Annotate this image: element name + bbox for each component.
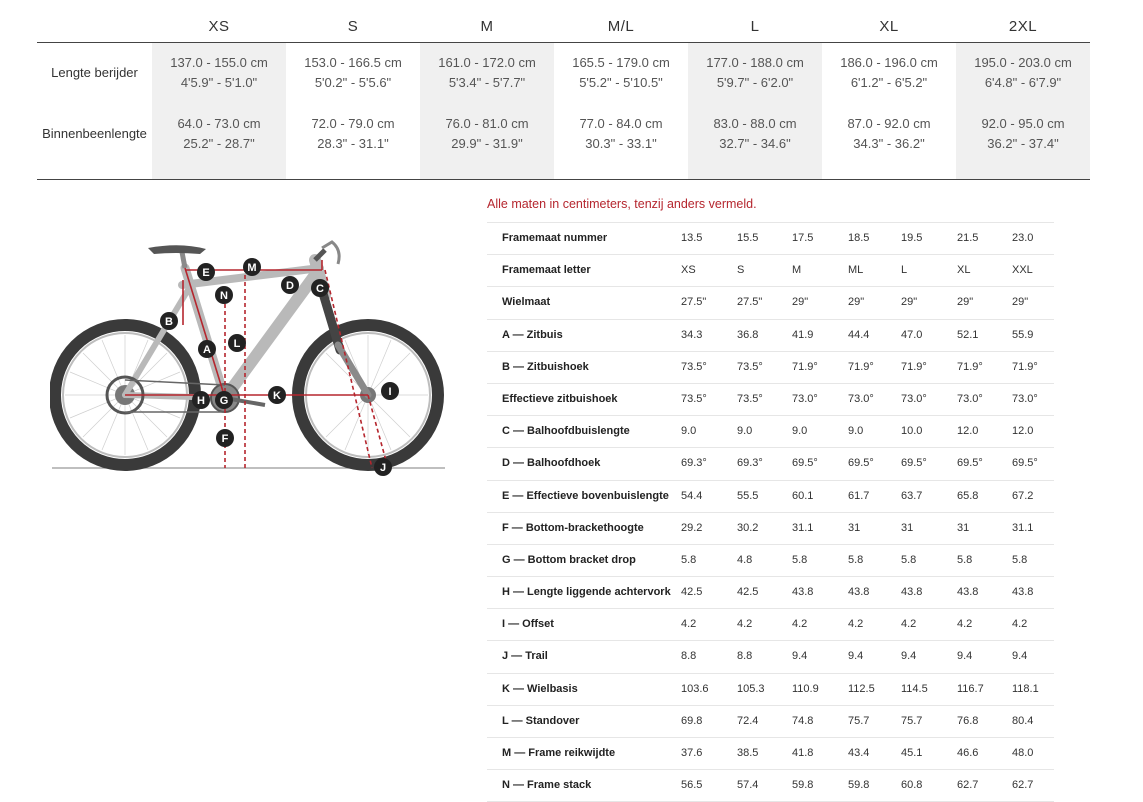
geometry-cell: 73.0° (901, 392, 927, 405)
cell-metric: 186.0 - 196.0 cm (840, 55, 938, 70)
geometry-cell: 43.8 (1012, 586, 1034, 599)
geometry-cell: 31 (901, 521, 914, 534)
geometry-cell: 61.7 (848, 489, 870, 502)
geometry-cell: 41.8 (792, 747, 814, 759)
geometry-cell: 55.9 (1012, 328, 1034, 341)
geometry-cell: 42.5 (737, 586, 759, 599)
geometry-row-label: B — Zitbuishoek (502, 360, 589, 373)
marker-a (198, 340, 216, 358)
geometry-cell: 65.8 (957, 489, 979, 502)
geometry-row-label: K — Wielbasis (502, 682, 578, 695)
geometry-cell: 5.8 (792, 553, 808, 566)
geometry-cell: 31.1 (792, 521, 814, 534)
geometry-cell: 13.5 (681, 232, 703, 244)
cell-imperial: 5'9.7" - 6'2.0" (716, 75, 794, 90)
geometry-cell: 9.4 (901, 650, 917, 663)
size-header: L (750, 18, 760, 35)
geometry-cell: 62.7 (957, 779, 979, 792)
rider-size-chart (37, 0, 1090, 181)
geometry-cell: 4.2 (901, 618, 917, 631)
geometry-cell: XXL (1012, 264, 1033, 277)
size-header: XL (879, 18, 899, 35)
divider (37, 179, 1090, 180)
size-header: 2XL (1008, 18, 1038, 35)
geometry-cell: 60.8 (901, 779, 923, 792)
cell-imperial: 5'3.4" - 5'7.7" (448, 75, 526, 90)
cell-metric: 64.0 - 73.0 cm (177, 116, 261, 131)
geometry-row (487, 383, 1054, 415)
geometry-row (487, 512, 1054, 544)
geometry-cell: 56.5 (681, 779, 703, 792)
cell-imperial: 29.9" - 31.9" (451, 136, 523, 151)
cell-metric: 72.0 - 79.0 cm (311, 116, 395, 131)
geometry-cell: 29" (848, 296, 865, 309)
cell-metric: 87.0 - 92.0 cm (847, 116, 931, 131)
geometry-cell: 47.0 (901, 328, 923, 341)
geometry-cell: 67.2 (1012, 489, 1034, 502)
marker-k (268, 386, 286, 404)
geometry-cell: 69.5° (957, 457, 983, 470)
geometry-cell: XL (957, 264, 971, 277)
geometry-cell: 43.8 (792, 586, 814, 599)
geometry-cell: 110.9 (792, 682, 819, 695)
geometry-cell: 71.9° (792, 360, 818, 373)
geometry-cell: 21.5 (957, 232, 979, 244)
geometry-cell: 114.5 (901, 682, 928, 695)
marker-h (192, 391, 210, 409)
geometry-cell: 9.4 (848, 650, 864, 663)
geometry-row-label: I — Offset (502, 618, 554, 631)
units-note: Alle maten in centimeters, tenzij anders vermeld. (487, 197, 757, 211)
geometry-cell: 43.4 (848, 747, 870, 759)
geometry-cell: 5.8 (901, 553, 917, 566)
geometry-cell: 76.8 (957, 714, 979, 727)
geometry-cell: 69.5° (901, 457, 927, 470)
geometry-cell: 29.2 (681, 521, 703, 534)
geometry-cell: L (901, 264, 908, 277)
geometry-row (487, 737, 1054, 769)
cell-imperial: 36.2" - 37.4" (987, 136, 1059, 151)
geometry-cell: 59.8 (792, 779, 814, 792)
geometry-row (487, 576, 1054, 608)
geometry-cell: 43.8 (957, 586, 979, 599)
bike-geometry-diagram (50, 230, 450, 480)
geometry-cell: 46.6 (957, 747, 979, 759)
geometry-cell: 75.7 (848, 714, 870, 727)
geometry-row-label: E — Effectieve bovenbuislengte (502, 489, 669, 502)
geometry-row (487, 286, 1054, 318)
geometry-cell: 27.5" (681, 296, 707, 309)
size-header: S (347, 18, 359, 35)
geometry-table (487, 222, 1054, 802)
svg-text:K: K (273, 390, 281, 402)
geometry-cell: 4.2 (1012, 618, 1028, 631)
geometry-cell: 23.0 (1012, 232, 1034, 244)
geometry-cell: 15.5 (737, 232, 759, 244)
svg-text:M: M (247, 262, 257, 274)
geometry-cell: 4.2 (792, 618, 808, 631)
geometry-cell: 41.9 (792, 328, 814, 341)
geometry-cell: 9.0 (681, 425, 697, 438)
geometry-cell: 118.1 (1012, 682, 1039, 695)
geometry-cell: 71.9° (901, 360, 927, 373)
geometry-cell: 30.2 (737, 521, 759, 534)
geometry-cell: 71.9° (848, 360, 874, 373)
geometry-cell: 29" (901, 296, 918, 309)
geometry-cell: 4.2 (848, 618, 864, 631)
geometry-cell: 69.3° (681, 457, 707, 470)
geometry-cell: 69.3° (737, 457, 763, 470)
geometry-cell: 43.8 (901, 586, 923, 599)
geometry-cell: 8.8 (737, 650, 753, 663)
svg-text:G: G (219, 395, 229, 407)
geometry-cell: 73.5° (681, 360, 707, 373)
geometry-cell: 37.6 (681, 747, 703, 759)
geometry-row-label: H — Lengte liggende achtervork (502, 586, 671, 599)
geometry-row-label: Wielmaat (502, 296, 551, 309)
marker-m (243, 258, 261, 276)
svg-text:A: A (203, 344, 211, 356)
geometry-row-label: N — Frame stack (502, 779, 592, 792)
svg-text:L: L (233, 338, 241, 350)
size-header: XS (208, 18, 230, 35)
geometry-row (487, 222, 1054, 254)
geometry-cell: 73.0° (848, 392, 874, 405)
geometry-cell: 5.8 (848, 553, 864, 566)
cell-imperial: 6'4.8" - 6'7.9" (984, 75, 1062, 90)
geometry-cell: 73.5° (737, 392, 763, 405)
size-header: M (480, 18, 494, 35)
geometry-row (487, 415, 1054, 447)
geometry-cell: 54.4 (681, 489, 703, 502)
marker-l (228, 334, 246, 352)
cell-imperial: 5'5.2" - 5'10.5" (579, 75, 663, 90)
geometry-cell: 10.0 (901, 425, 923, 438)
geometry-cell: 4.2 (737, 618, 753, 631)
geometry-cell: 12.0 (1012, 425, 1034, 438)
geometry-row-label: Framemaat letter (502, 264, 591, 277)
geometry-cell: 48.0 (1012, 747, 1034, 759)
geometry-cell: 73.0° (792, 392, 818, 405)
geometry-cell: 9.4 (957, 650, 973, 663)
geometry-row (487, 769, 1054, 802)
geometry-row (487, 608, 1054, 640)
cell-metric: 83.0 - 88.0 cm (713, 116, 797, 131)
geometry-cell: 9.0 (848, 425, 864, 438)
geometry-row (487, 480, 1054, 512)
geometry-cell: 63.7 (901, 489, 923, 502)
geometry-cell: 55.5 (737, 489, 759, 502)
marker-i (381, 382, 399, 400)
geometry-row-label: Effectieve zitbuishoek (502, 392, 618, 405)
geometry-cell: 4.2 (957, 618, 973, 631)
row-label-rider-height: Lengte berijder (51, 65, 138, 80)
geometry-cell: 73.5° (681, 392, 707, 405)
geometry-cell: 4.2 (681, 618, 697, 631)
geometry-cell: 62.7 (1012, 779, 1034, 792)
cell-metric: 137.0 - 155.0 cm (170, 55, 268, 70)
geometry-row (487, 447, 1054, 479)
geometry-cell: 8.8 (681, 650, 697, 663)
cell-imperial: 32.7" - 34.6" (719, 136, 791, 151)
cell-imperial: 4'5.9" - 5'1.0" (180, 75, 258, 90)
geometry-cell: 9.0 (737, 425, 753, 438)
svg-text:N: N (220, 290, 228, 302)
geometry-row (487, 640, 1054, 672)
cell-metric: 76.0 - 81.0 cm (445, 116, 529, 131)
geometry-cell: 73.5° (737, 360, 763, 373)
geometry-row-label: F — Bottom-brackethoogte (502, 521, 644, 534)
geometry-row-label: Framemaat nummer (502, 232, 608, 244)
geometry-cell: 12.0 (957, 425, 979, 438)
geometry-cell: M (792, 264, 802, 277)
geometry-cell: 52.1 (957, 328, 979, 341)
svg-text:C: C (316, 283, 324, 295)
size-header: M/L (607, 18, 635, 35)
geometry-cell: ML (848, 264, 864, 277)
geometry-row-label: A — Zitbuis (502, 328, 563, 341)
cell-metric: 195.0 - 203.0 cm (974, 55, 1072, 70)
geometry-cell: 42.5 (681, 586, 703, 599)
cell-imperial: 28.3" - 31.1" (317, 136, 389, 151)
geometry-cell: 9.4 (792, 650, 808, 663)
geometry-row (487, 673, 1054, 705)
geometry-cell: 69.5° (848, 457, 874, 470)
geometry-row-label: D — Balhoofdhoek (502, 457, 601, 470)
geometry-cell: 69.8 (681, 714, 703, 727)
geometry-cell: 60.1 (792, 489, 814, 502)
geometry-row (487, 351, 1054, 383)
geometry-cell: 29" (792, 296, 809, 309)
geometry-row-label: C — Balhoofdbuislengte (502, 425, 630, 438)
geometry-cell: 31 (848, 521, 861, 534)
geometry-cell: 38.5 (737, 747, 759, 759)
geometry-cell: 75.7 (901, 714, 923, 727)
svg-text:B: B (165, 316, 173, 328)
svg-text:D: D (286, 280, 294, 292)
geometry-cell: 44.4 (848, 328, 870, 341)
geometry-cell: 69.5° (792, 457, 818, 470)
cell-metric: 177.0 - 188.0 cm (706, 55, 804, 70)
marker-e (197, 263, 215, 281)
cell-imperial: 25.2" - 28.7" (183, 136, 255, 151)
marker-g (215, 391, 233, 409)
geometry-cell: 80.4 (1012, 714, 1034, 727)
geometry-cell: 73.0° (957, 392, 983, 405)
geometry-cell: 74.8 (792, 714, 814, 727)
geometry-cell: 57.4 (737, 779, 759, 792)
cell-imperial: 6'1.2" - 6'5.2" (850, 75, 928, 90)
geometry-cell: 31.1 (1012, 521, 1034, 534)
cell-imperial: 30.3" - 33.1" (585, 136, 657, 151)
geometry-cell: 5.8 (681, 553, 697, 566)
geometry-row-label: M — Frame reikwijdte (502, 747, 616, 759)
geometry-row-label: J — Trail (502, 650, 548, 663)
svg-text:I: I (388, 386, 392, 398)
geometry-cell: 112.5 (848, 682, 875, 695)
geometry-cell: 71.9° (1012, 360, 1038, 373)
geometry-cell: 19.5 (901, 232, 923, 244)
marker-d (281, 276, 299, 294)
geometry-cell: 9.0 (792, 425, 808, 438)
geometry-cell: 31 (957, 521, 970, 534)
geometry-cell: 29" (957, 296, 974, 309)
cell-metric: 165.5 - 179.0 cm (572, 55, 670, 70)
svg-text:F: F (221, 433, 229, 445)
geometry-cell: 69.5° (1012, 457, 1038, 470)
geometry-cell: 27.5" (737, 296, 763, 309)
marker-b (160, 312, 178, 330)
row-label-inseam: Binnenbeenlengte (42, 126, 147, 141)
svg-text:J: J (379, 462, 387, 474)
cell-metric: 153.0 - 166.5 cm (304, 55, 402, 70)
svg-text:H: H (197, 395, 205, 407)
geometry-cell: 36.8 (737, 328, 759, 341)
geometry-cell: 105.3 (737, 682, 765, 695)
geometry-row-label: G — Bottom bracket drop (502, 553, 636, 566)
geometry-cell: 4.8 (737, 553, 753, 566)
geometry-row (487, 254, 1054, 286)
marker-f (216, 429, 234, 447)
cell-imperial: 34.3" - 36.2" (853, 136, 925, 151)
geometry-cell: 72.4 (737, 714, 759, 727)
geometry-cell: XS (681, 264, 696, 277)
cell-metric: 161.0 - 172.0 cm (438, 55, 536, 70)
cell-metric: 92.0 - 95.0 cm (981, 116, 1065, 131)
geometry-cell: 9.4 (1012, 650, 1028, 663)
geometry-row (487, 544, 1054, 576)
geometry-cell: 29" (1012, 296, 1029, 309)
geometry-cell: 17.5 (792, 232, 814, 244)
cell-metric: 77.0 - 84.0 cm (579, 116, 663, 131)
marker-n (215, 286, 233, 304)
geometry-cell: S (737, 264, 745, 277)
geometry-cell: 18.5 (848, 232, 870, 244)
geometry-cell: 116.7 (957, 682, 984, 695)
geometry-cell: 71.9° (957, 360, 983, 373)
cell-imperial: 5'0.2" - 5'5.6" (314, 75, 392, 90)
marker-c (311, 279, 329, 297)
marker-j (374, 458, 392, 476)
geometry-cell: 34.3 (681, 328, 703, 341)
geometry-cell: 59.8 (848, 779, 870, 792)
geometry-cell: 5.8 (1012, 553, 1028, 566)
geometry-cell: 103.6 (681, 682, 709, 695)
geometry-row (487, 705, 1054, 737)
geometry-cell: 45.1 (901, 747, 923, 759)
svg-text:E: E (202, 267, 210, 279)
geometry-cell: 5.8 (957, 553, 973, 566)
geometry-row-label: L — Standover (502, 714, 580, 727)
geometry-cell: 43.8 (848, 586, 870, 599)
geometry-cell: 73.0° (1012, 392, 1038, 405)
geometry-row (487, 319, 1054, 351)
